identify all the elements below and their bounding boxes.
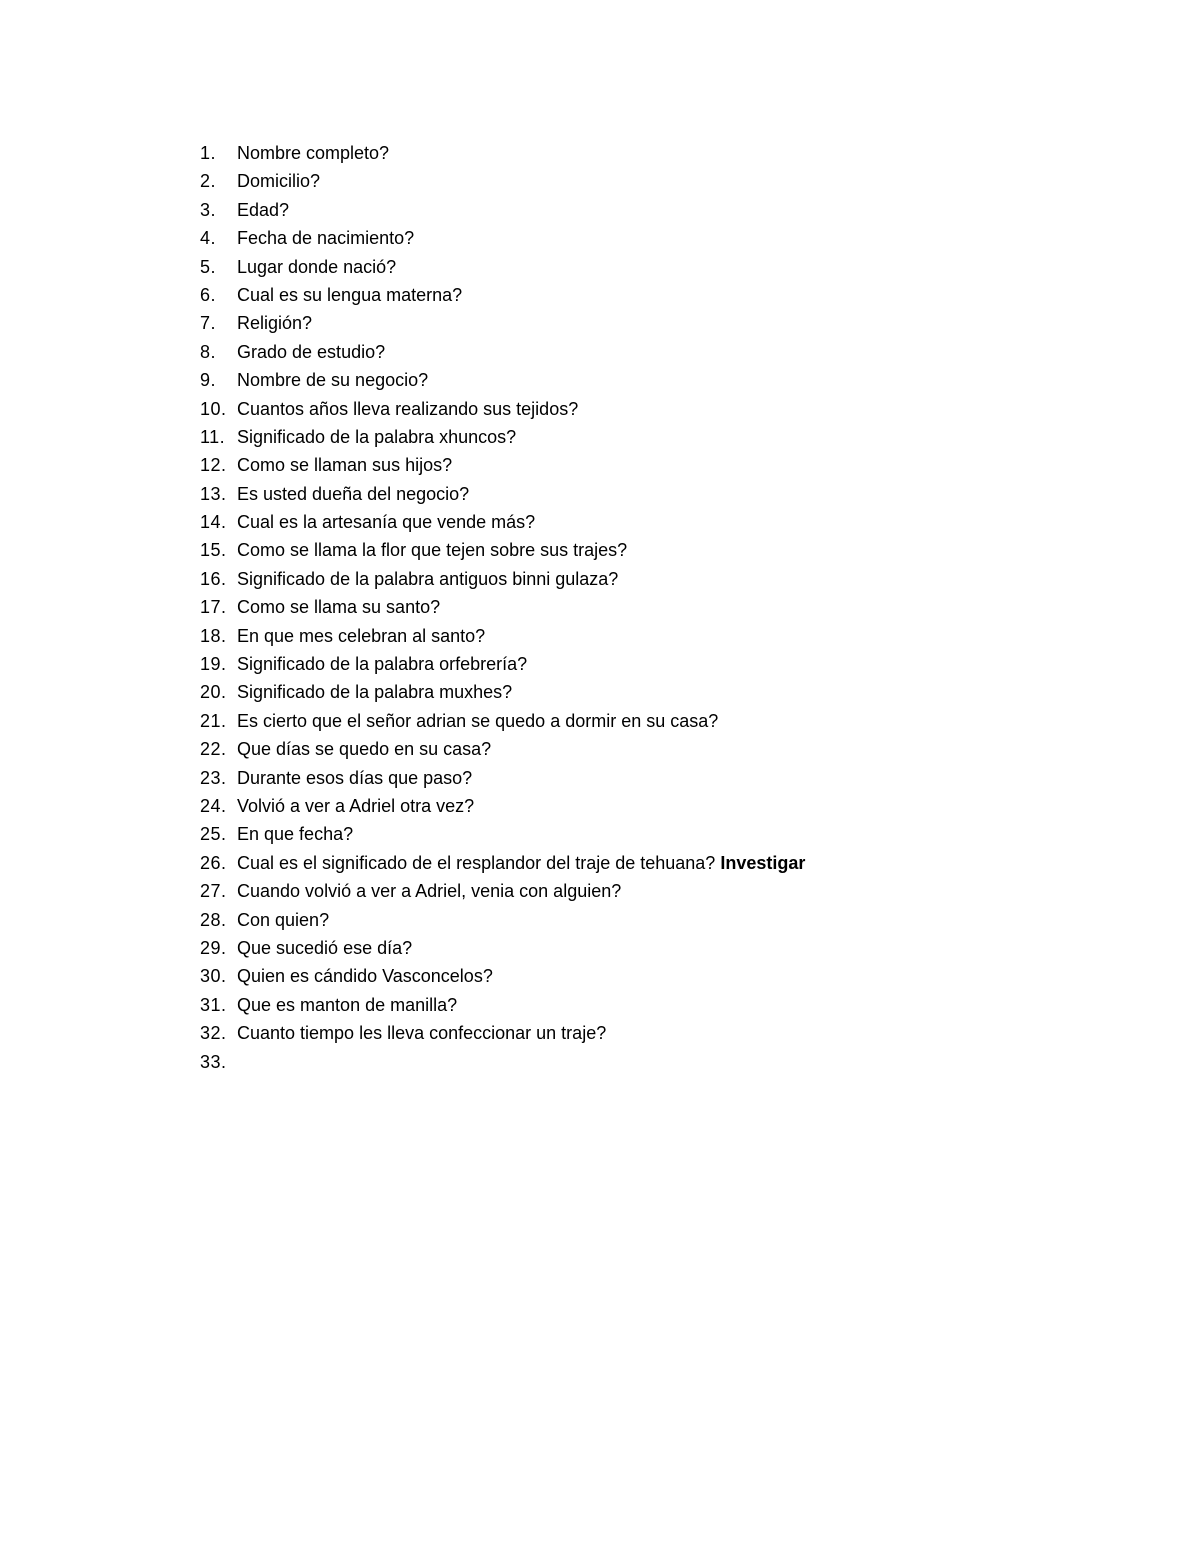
question-item-26 [200, 849, 1020, 877]
question-text: Con quien? [237, 909, 330, 930]
question-text: Volvió a ver a Adriel otra vez? [237, 795, 475, 816]
question-text: Cual es la artesanía que vende más? [237, 512, 536, 533]
question-number: 21. [200, 710, 227, 731]
question-number: 7. [200, 313, 217, 334]
question-number: 9. [200, 370, 217, 391]
question-number: 26. [200, 852, 227, 873]
question-item-14 [200, 508, 1020, 536]
question-number: 30. [200, 966, 227, 987]
question-number: 6. [200, 284, 217, 305]
question-text: Que es manton de manilla? [237, 994, 458, 1015]
question-number: 29. [200, 937, 227, 958]
question-number: 17. [200, 597, 227, 618]
question-item-27 [200, 877, 1020, 905]
question-text: Nombre de su negocio? [237, 370, 429, 391]
question-number: 16. [200, 568, 227, 589]
question-text: Significado de la palabra antiguos binni gulaza? [237, 568, 619, 589]
question-item-29 [200, 934, 1020, 962]
question-item-21 [200, 707, 1020, 735]
question-text: Grado de estudio? [237, 341, 386, 362]
question-text: Cuanto tiempo les lleva confeccionar un traje? [237, 1023, 607, 1044]
question-number: 12. [200, 455, 227, 476]
question-text: Que sucedió ese día? [237, 937, 413, 958]
question-item-9 [200, 366, 1020, 394]
question-text [237, 849, 805, 877]
question-text: Nombre completo? [237, 143, 390, 163]
question-number: 20. [200, 682, 227, 703]
question-item-16 [200, 565, 1020, 593]
question-number: 1. [200, 143, 217, 163]
question-text: Quien es cándido Vasconcelos? [237, 966, 493, 987]
question-number: 25. [200, 824, 227, 845]
question-number: 18. [200, 625, 227, 646]
question-item-25 [200, 820, 1020, 848]
question-text: Cual es su lengua materna? [237, 284, 463, 305]
question-item-7 [200, 309, 1020, 337]
question-item-2 [200, 167, 1020, 195]
question-item-22 [200, 735, 1020, 763]
question-number: 14. [200, 512, 227, 533]
question-text: Como se llama su santo? [237, 597, 441, 618]
question-number: 13. [200, 483, 227, 504]
investigar-note: Investigar [720, 852, 806, 873]
question-item-8 [200, 338, 1020, 366]
question-text: Significado de la palabra orfebrería? [237, 654, 528, 675]
question-text: Lugar donde nació? [237, 256, 397, 277]
question-number: 2. [200, 171, 217, 192]
question-number: 8. [200, 341, 217, 362]
question-number: 22. [200, 739, 227, 760]
question-text-main: Cual es el significado de el resplandor del traje de tehuana? [237, 852, 721, 873]
question-text: Que días se quedo en su casa? [237, 739, 492, 760]
question-item-19 [200, 650, 1020, 678]
question-number: 28. [200, 909, 227, 930]
question-text: Durante esos días que paso? [237, 767, 473, 788]
question-item-10 [200, 395, 1020, 423]
question-text: Es cierto que el señor adrian se quedo a dormir en su casa? [237, 710, 719, 731]
question-text: En que mes celebran al santo? [237, 625, 486, 646]
question-text: Es usted dueña del negocio? [237, 483, 470, 504]
question-item-6 [200, 281, 1020, 309]
question-text: En que fecha? [237, 824, 354, 845]
question-number: 32. [200, 1023, 227, 1044]
question-text: Religión? [237, 313, 313, 334]
question-item-24 [200, 792, 1020, 820]
question-text: Edad? [237, 199, 290, 220]
question-item-4 [200, 224, 1020, 252]
question-item-33 [200, 1048, 1020, 1076]
question-item-31 [200, 991, 1020, 1019]
question-text: Cuantos años lleva realizando sus tejidos? [237, 398, 579, 419]
question-text: Significado de la palabra xhuncos? [237, 426, 517, 447]
question-item-17 [200, 593, 1020, 621]
question-number: 23. [200, 767, 227, 788]
question-item-18 [200, 622, 1020, 650]
question-item-11 [200, 423, 1020, 451]
question-number: 31. [200, 994, 227, 1015]
question-number: 11. [200, 426, 226, 447]
question-item-3 [200, 196, 1020, 224]
question-item-30 [200, 962, 1020, 990]
question-item-15 [200, 536, 1020, 564]
question-item-23 [200, 764, 1020, 792]
question-number: 5. [200, 256, 217, 277]
question-item-12 [200, 451, 1020, 479]
question-list [200, 139, 1020, 1076]
question-item-13 [200, 480, 1020, 508]
question-number: 27. [200, 881, 227, 902]
question-text: Cuando volvió a ver a Adriel, venia con alguien? [237, 881, 622, 902]
question-number: 3. [200, 199, 217, 220]
question-number: 4. [200, 228, 217, 249]
question-number: 33. [200, 1051, 227, 1072]
question-text: Como se llama la flor que tejen sobre sus trajes? [237, 540, 628, 561]
question-number: 15. [200, 540, 227, 561]
question-text: Significado de la palabra muxhes? [237, 682, 513, 703]
question-number: 19. [200, 654, 227, 675]
question-item-1 [200, 139, 1020, 167]
question-item-5 [200, 253, 1020, 281]
question-text: Como se llaman sus hijos? [237, 455, 453, 476]
question-item-20 [200, 678, 1020, 706]
question-number: 24. [200, 795, 227, 816]
question-item-32 [200, 1019, 1020, 1047]
question-text: Fecha de nacimiento? [237, 228, 415, 249]
question-text: Domicilio? [237, 171, 321, 192]
question-item-28 [200, 906, 1020, 934]
question-number: 10. [200, 398, 227, 419]
